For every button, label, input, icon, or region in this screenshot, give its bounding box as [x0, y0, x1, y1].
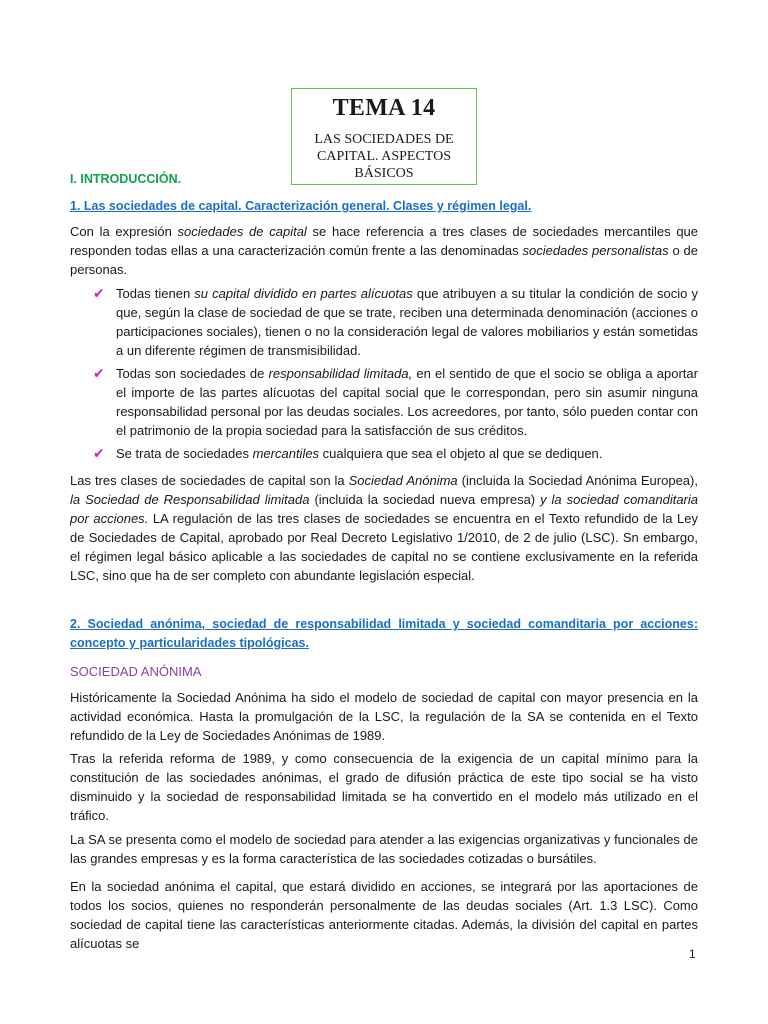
- subsection-heading-1: 1. Las sociedades de capital. Caracterización general. Clases y régimen legal.: [70, 199, 532, 213]
- list-item: ✔ Se trata de sociedades mercantiles cualquiera que sea el objeto al que se dediquen.: [93, 445, 603, 461]
- page-number: 1: [689, 947, 696, 961]
- paragraph-reforma: Tras la referida reforma de 1989, y como consecuencia de la exigencia de un capital mínimo para la constitución de las sociedades anónimas, el grado de difusión práctica de este tipo social se ha visto disminuido y la sociedad de responsabilidad limitada se ha convertido en el modelo más utilizado en el tráfico.: [70, 751, 698, 823]
- subheading-sociedad-anonima: SOCIEDAD ANÓNIMA: [70, 664, 202, 679]
- paragraph-clases: Las tres clases de sociedades de capital son la Sociedad Anónima (incluida la Sociedad Anónima Europea), la Sociedad de Responsabilidad limitada (incluida la sociedad nueva empresa) y la sociedad comanditaria por acciones. LA regulación de las tres clases de sociedades se encuentra en el Texto refundido de la Ley de Sociedades de Capital, aprobado por Real Decreto Legislativo 1/2010, de 2 de julio (LSC). Sn embargo, el régimen legal básico aplicable a las sociedades de capital no se contiene exclusivamente en la referida LSC, sino que ha de ser completo con abundante legislación especial.: [70, 473, 698, 583]
- check-mark-icon: ✔: [93, 445, 105, 461]
- paragraph-historia: Históricamente la Sociedad Anónima ha sido el modelo de sociedad de capital con mayor presencia en la actividad económica. Hasta la promulgación de la LSC, la regulación de la SA se contenida en el Texto refundido de la Ley de Sociedades Anónimas de 1989.: [70, 690, 698, 743]
- paragraph-grandes-empresas: La SA se presenta como el modelo de sociedad para atender a las exigencias organizativas y funcionales de las grandes empresas y es la forma característica de las sociedades cotizadas o bursátiles.: [70, 832, 698, 866]
- list-item: ✔ Todas son sociedades de responsabilidad limitada, en el sentido de que el socio se obliga a aportar el importe de las partes alícuotas del capital social que le correspondan, pero sin asumir ninguna responsabilidad personal por las deudas sociales. Los acreedores, por tanto, sólo pueden contar con el patrimonio de la propia sociedad para la satisfacción de sus créditos.: [93, 365, 698, 438]
- paragraph-intro: Con la expresión sociedades de capital se hace referencia a tres clases de sociedades mercantiles que responden todas ellas a una caracterización común frente a las denominadas sociedades personalistas o de personas.: [70, 224, 699, 277]
- subsection-heading-2: 2. Sociedad anónima, sociedad de responsabilidad limitada y sociedad comanditaria por acciones: concepto y particularidades tipológicas.: [70, 617, 698, 650]
- page-subtitle: LAS SOCIEDADES DE CAPITAL. ASPECTOS BÁSICOS: [314, 132, 454, 181]
- section-heading-introduccion: I. INTRODUCCIÓN.: [70, 172, 182, 186]
- check-mark-icon: ✔: [93, 365, 105, 381]
- check-mark-icon: ✔: [93, 285, 105, 301]
- list-item: ✔ Todas tienen su capital dividido en partes alícuotas que atribuyen a su titular la condición de socio y que, según la clase de sociedad de que se trate, reciben una determinada denominación (acciones o participaciones sociales), tienen o no la consideración legal de valores mobiliarios y están sometidas a un diferente régimen de transmisibilidad.: [93, 285, 698, 358]
- page-title: TEMA 14: [332, 95, 436, 121]
- paragraph-capital: En la sociedad anónima el capital, que estará dividido en acciones, se integrará por las aportaciones de todos los socios, quienes no responderán personalmente de las deudas sociales (Art. 1.3 LSC). Como sociedad de capital tiene las características anteriormente citadas. Además, la división del capital en partes alícuotas se: [70, 879, 698, 951]
